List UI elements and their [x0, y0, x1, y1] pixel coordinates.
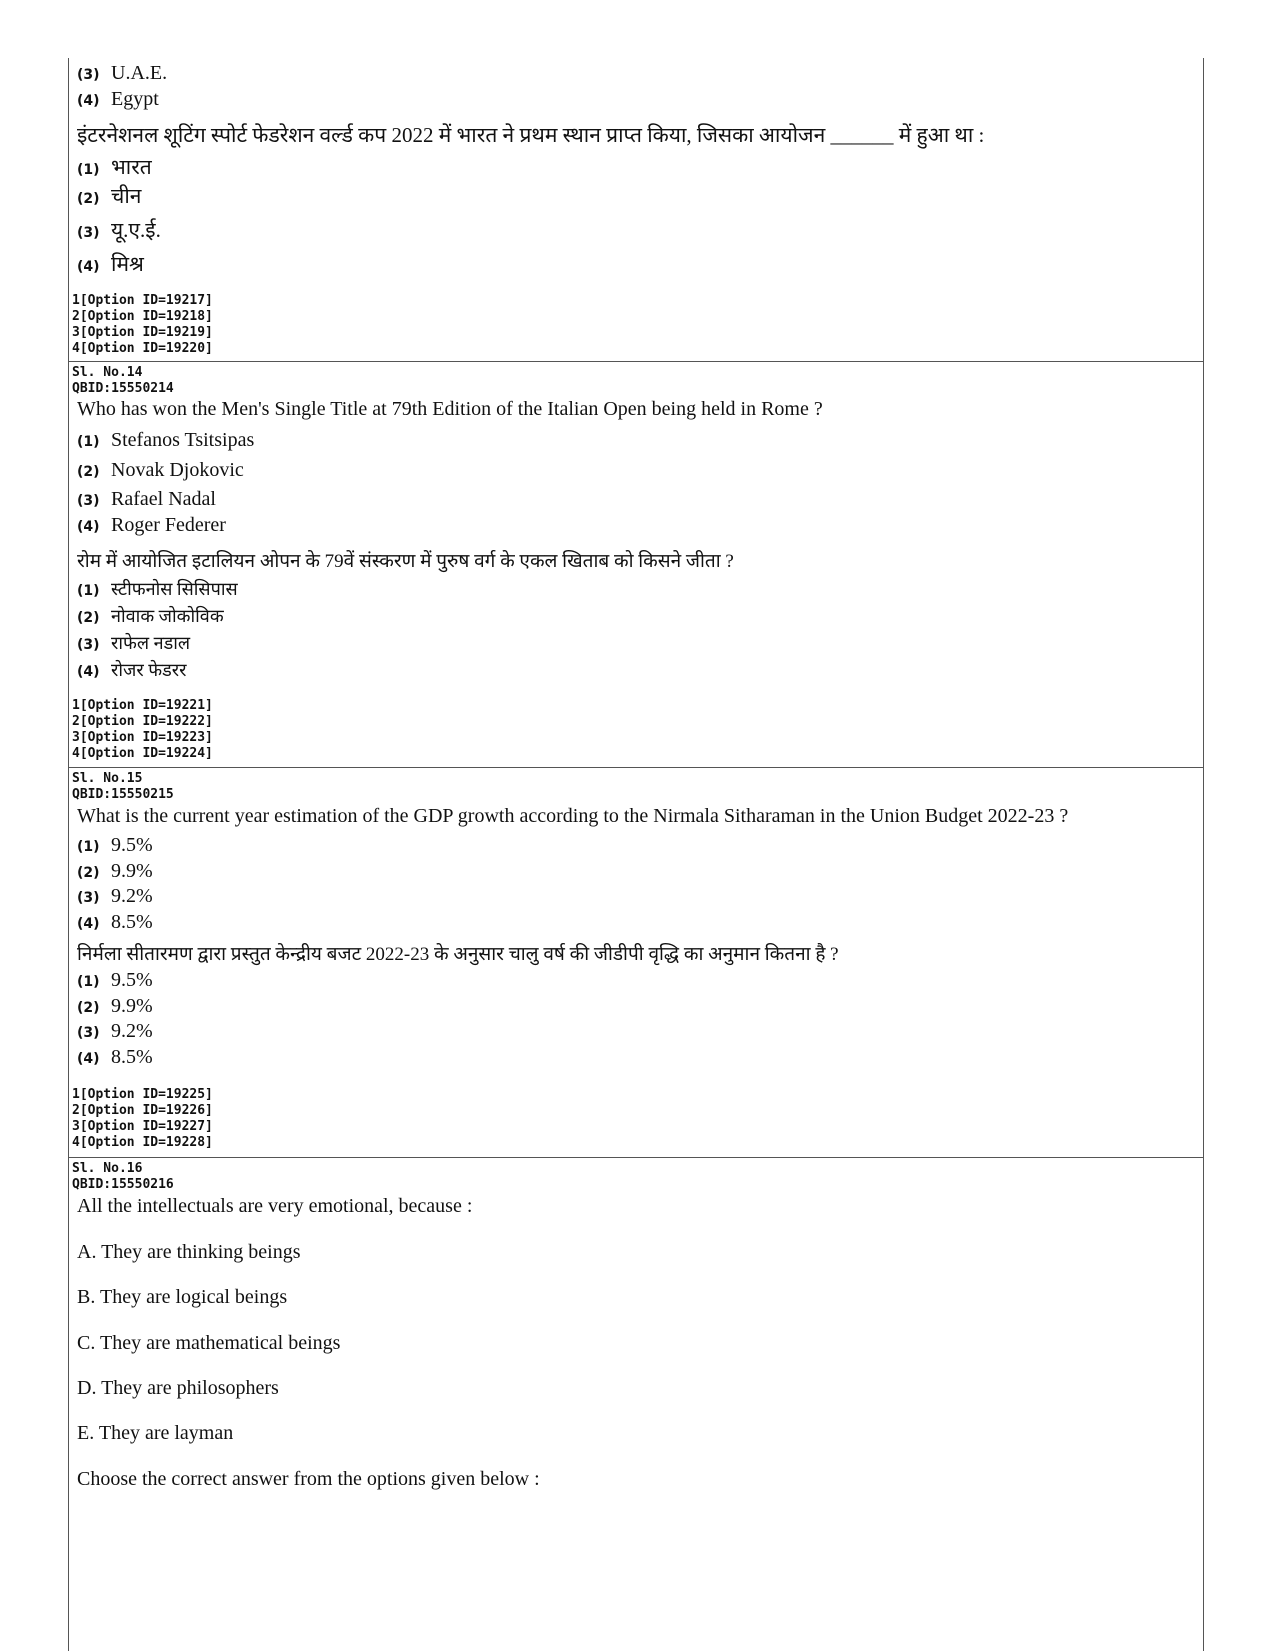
option-id: 3[Option ID=19219]	[72, 325, 213, 340]
question-meta	[72, 1161, 174, 1193]
option-id: 1[Option ID=19217]	[72, 293, 213, 308]
hi-question-text: इंटरनेशनल शूटिंग स्पोर्ट फेडरेशन वर्ल्ड कप 2022 में भारत ने प्रथम स्थान प्राप्त किया, जिसका आयोजन ______ में हुआ था :	[77, 123, 985, 147]
option-text: मिश्र	[111, 252, 144, 276]
option-number: (2)	[77, 1000, 100, 1016]
option-id: 4[Option ID=19224]	[72, 746, 213, 761]
option-ids	[72, 293, 213, 357]
option-number: (1)	[77, 162, 100, 178]
hi-option-1	[77, 577, 238, 601]
option-text: 8.5%	[111, 911, 153, 933]
hi-option-2	[77, 182, 141, 210]
statement-e: E. They are layman	[77, 1422, 234, 1444]
hi-option-4	[77, 658, 186, 682]
option-text: 9.5%	[111, 834, 153, 856]
statement-c: C. They are mathematical beings	[77, 1332, 341, 1354]
question-meta	[72, 365, 174, 397]
hi-question-text: निर्मला सीतारमण द्वारा प्रस्तुत केन्द्रीय बजट 2022-23 के अनुसार चालु वर्ष की जीडीपी वृद्धि का अनुमान कितना है ?	[77, 944, 839, 965]
option-id: 3[Option ID=19223]	[72, 730, 213, 745]
en-question-text: Who has won the Men's Single Title at 79th Edition of the Italian Open being held in Rome ?	[77, 398, 823, 420]
statement-d: D. They are philosophers	[77, 1377, 279, 1399]
option-number: (2)	[77, 464, 100, 480]
option-number: (4)	[77, 93, 100, 109]
hi-option-1	[77, 969, 153, 992]
question-14	[69, 362, 1203, 767]
en-question-text: What is the current year estimation of the GDP growth according to the Nirmala Sitharaman in the Union Budget 2022-23 ?	[77, 805, 1069, 827]
question-15	[69, 768, 1203, 1157]
serial-number: Sl. No.15	[72, 771, 143, 786]
option-number: (1)	[77, 434, 100, 450]
question-paper-frame	[68, 58, 1204, 1651]
hi-option-4	[77, 1046, 153, 1069]
option-text: 9.2%	[111, 1020, 153, 1042]
question-meta	[72, 771, 174, 803]
hi-option-1	[77, 153, 152, 181]
option-number: (1)	[77, 583, 100, 599]
option-id: 1[Option ID=19225]	[72, 1087, 213, 1102]
option-number: (3)	[77, 493, 100, 509]
hi-question-text: रोम में आयोजित इटालियन ओपन के 79वें संस्करण में पुरुष वर्ग के एकल खिताब को किसने जीता ?	[77, 551, 734, 572]
en-question-text: All the intellectuals are very emotional, because :	[77, 1195, 473, 1217]
statement-a: A. They are thinking beings	[77, 1241, 301, 1263]
option-text: राफेल नडाल	[111, 633, 191, 653]
en-option-4	[77, 514, 226, 537]
option-text: 9.9%	[111, 860, 153, 882]
en-option-1	[77, 834, 153, 857]
en-option-3	[77, 62, 167, 85]
option-id: 2[Option ID=19222]	[72, 714, 213, 729]
question-13-continued	[69, 58, 1203, 361]
qbid: QBID:15550215	[72, 787, 174, 802]
option-number: (2)	[77, 610, 100, 626]
qbid: QBID:15550216	[72, 1177, 174, 1192]
hi-option-2	[77, 604, 224, 628]
option-ids	[72, 1087, 213, 1151]
option-text: भारत	[111, 155, 152, 179]
option-number: (4)	[77, 664, 100, 680]
option-text: Roger Federer	[111, 514, 226, 536]
serial-number: Sl. No.16	[72, 1161, 143, 1176]
hi-option-3	[77, 1020, 153, 1043]
option-id: 4[Option ID=19220]	[72, 341, 213, 356]
option-id: 1[Option ID=19221]	[72, 698, 213, 713]
statement-b: B. They are logical beings	[77, 1286, 288, 1308]
option-id: 2[Option ID=19218]	[72, 309, 213, 324]
option-ids	[72, 698, 213, 762]
hi-option-3	[77, 216, 161, 244]
question-16	[69, 1158, 1203, 1651]
option-id: 4[Option ID=19228]	[72, 1135, 213, 1150]
option-number: (4)	[77, 1051, 100, 1067]
option-number: (1)	[77, 974, 100, 990]
option-text: Stefanos Tsitsipas	[111, 429, 255, 451]
option-id: 3[Option ID=19227]	[72, 1119, 213, 1134]
option-number: (3)	[77, 67, 100, 83]
en-option-4	[77, 88, 159, 111]
option-id: 2[Option ID=19226]	[72, 1103, 213, 1118]
en-option-2	[77, 860, 153, 883]
en-option-3	[77, 488, 216, 511]
en-option-2	[77, 459, 244, 482]
option-number: (3)	[77, 225, 100, 241]
en-option-4	[77, 911, 153, 934]
option-text: 9.2%	[111, 885, 153, 907]
instruction-text: Choose the correct answer from the options given below :	[77, 1468, 540, 1490]
serial-number: Sl. No.14	[72, 365, 143, 380]
option-number: (3)	[77, 637, 100, 653]
hi-option-2	[77, 995, 153, 1018]
option-number: (2)	[77, 865, 100, 881]
option-text: 9.5%	[111, 969, 153, 991]
option-number: (3)	[77, 1025, 100, 1041]
option-text: रोजर फेडरर	[111, 660, 187, 680]
option-text: 8.5%	[111, 1046, 153, 1068]
option-number: (4)	[77, 916, 100, 932]
option-number: (4)	[77, 519, 100, 535]
option-text: यू.ए.ई.	[111, 218, 161, 242]
option-number: (4)	[77, 259, 100, 275]
option-text: Rafael Nadal	[111, 488, 216, 510]
qbid: QBID:15550214	[72, 381, 174, 396]
option-number: (1)	[77, 839, 100, 855]
option-text: चीन	[111, 184, 142, 208]
option-text: Novak Djokovic	[111, 459, 244, 481]
option-text: 9.9%	[111, 995, 153, 1017]
option-text: नोवाक जोकोविक	[111, 606, 224, 626]
option-number: (2)	[77, 191, 100, 207]
en-option-3	[77, 885, 153, 908]
en-option-1	[77, 429, 254, 452]
option-text: Egypt	[111, 88, 159, 110]
hi-option-3	[77, 631, 190, 655]
hi-option-4	[77, 250, 144, 278]
option-text: U.A.E.	[111, 62, 168, 84]
option-number: (3)	[77, 890, 100, 906]
option-text: स्टीफनोस सिसिपास	[111, 579, 238, 599]
